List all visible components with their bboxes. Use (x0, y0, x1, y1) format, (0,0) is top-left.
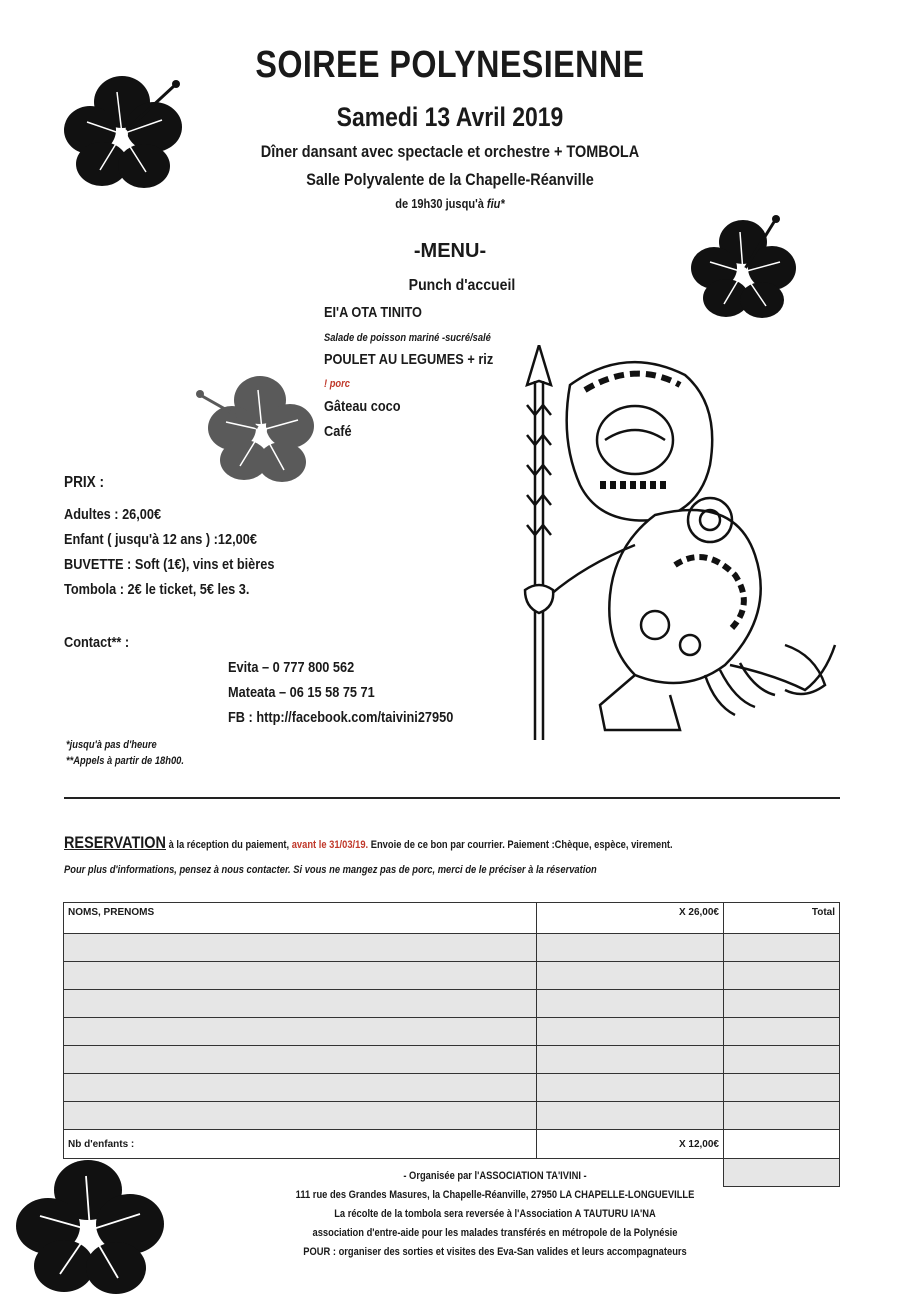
children-row[interactable] (64, 1130, 840, 1159)
menu-dish-1-description: Salade de poisson mariné -sucré/salé (324, 332, 491, 344)
menu-dish-1: EI'A OTA TINITO (324, 304, 422, 321)
name-cell[interactable] (64, 1018, 537, 1046)
contact-facebook-link[interactable]: FB : http://facebook.com/taivini27950 (228, 709, 454, 726)
footer-organizer: - Organisée par l'ASSOCIATION TA'IVINI - (403, 1170, 587, 1182)
footer-association: association d'entre-aide pour les malades transférés en métropole de la Polynésie (312, 1227, 678, 1239)
qty-cell[interactable] (537, 934, 724, 962)
name-cell[interactable] (64, 1074, 537, 1102)
header-total: Total (724, 903, 840, 934)
reservation-text-a: à la réception du paiement, (165, 839, 292, 851)
table-row[interactable] (64, 990, 840, 1018)
name-cell[interactable] (64, 990, 537, 1018)
event-time-end: fiu* (486, 196, 505, 211)
contact-evita: Evita – 0 777 800 562 (228, 659, 355, 676)
total-cell[interactable] (724, 1074, 840, 1102)
reservation-title: RESERVATION (64, 833, 166, 852)
qty-cell[interactable] (537, 990, 724, 1018)
table-header-row (64, 903, 840, 934)
table-row[interactable] (64, 1074, 840, 1102)
total-cell[interactable] (724, 1102, 840, 1130)
section-divider (64, 797, 840, 799)
hibiscus-icon-middle (190, 366, 318, 486)
price-child: Enfant ( jusqu'à 12 ans ) :12,00€ (64, 531, 257, 548)
total-cell[interactable] (724, 962, 840, 990)
total-cell[interactable] (724, 1046, 840, 1074)
name-cell[interactable] (64, 962, 537, 990)
event-description: Dîner dansant avec spectacle et orchestre + TOMBOLA (260, 142, 640, 161)
price-adults: Adultes : 26,00€ (64, 506, 162, 523)
name-cell[interactable] (64, 1102, 537, 1130)
qty-cell[interactable] (537, 1018, 724, 1046)
total-cell[interactable] (724, 990, 840, 1018)
tiki-warrior-illustration (505, 345, 840, 745)
footer-address: 111 rue des Grandes Masures, la Chapelle-Réanville, 27950 LA CHAPELLE-LONGUEVILLE (295, 1189, 695, 1201)
menu-coffee: Café (324, 423, 352, 440)
event-time-prefix: de 19h30 jusqu'à (395, 196, 484, 211)
event-date: Samedi 13 Avril 2019 (336, 102, 564, 132)
children-total-cell[interactable] (724, 1130, 840, 1159)
reservation-form-table (63, 902, 840, 1187)
event-time (68, 196, 833, 211)
name-cell[interactable] (64, 1046, 537, 1074)
qty-cell[interactable] (537, 1046, 724, 1074)
header-names: NOMS, PRENOMS (64, 903, 537, 934)
qty-cell[interactable] (537, 962, 724, 990)
table-row[interactable] (64, 962, 840, 990)
hibiscus-icon-top-right (688, 210, 808, 318)
reservation-deadline: avant le 31/03/19. (291, 839, 369, 851)
menu-dessert: Gâteau coco (324, 398, 401, 415)
table-row[interactable] (64, 1018, 840, 1046)
table-row[interactable] (64, 1046, 840, 1074)
reservation-text-b: Envoie de ce bon par courrier. Paiement :Chèque, espèce, virement. (368, 839, 673, 851)
event-venue: Salle Polyvalente de la Chapelle-Réanville (306, 170, 594, 189)
footer-purpose: POUR : organiser des sorties et visites des Eva-San valides et leurs accompagnateurs (303, 1246, 687, 1258)
price-tombola: Tombola : 2€ le ticket, 5€ les 3. (64, 581, 250, 598)
name-cell[interactable] (64, 934, 537, 962)
children-price: X 12,00€ (537, 1130, 724, 1159)
footnote-2: **Appels à partir de 18h00. (66, 755, 184, 767)
table-row[interactable] (64, 934, 840, 962)
header-adult-price: X 26,00€ (537, 903, 724, 934)
footnote-1: *jusqu'à pas d'heure (66, 739, 157, 751)
qty-cell[interactable] (537, 1074, 724, 1102)
menu-punch: Punch d'accueil (408, 277, 516, 294)
total-cell[interactable] (724, 1018, 840, 1046)
qty-cell[interactable] (537, 1102, 724, 1130)
contact-mateata: Mateata – 06 15 58 75 71 (228, 684, 375, 701)
total-cell[interactable] (724, 934, 840, 962)
contact-title: Contact** : (64, 634, 130, 651)
menu-dish-2-note: ! porc (324, 378, 350, 390)
price-bar: BUVETTE : Soft (1€), vins et bières (64, 556, 275, 573)
event-title: SOIREE POLYNESIENNE (255, 44, 645, 86)
children-label: Nb d'enfants : (64, 1130, 537, 1159)
reservation-info: Pour plus d'informations, pensez à nous contacter. Si vous ne mangez pas de porc, merci de le préciser à la réservation (64, 864, 597, 876)
menu-title: -MENU- (413, 240, 487, 262)
prices-title: PRIX : (64, 474, 105, 491)
menu-dish-2: POULET AU LEGUMES + riz (324, 351, 494, 368)
footer-tombola: La récolte de la tombola sera reversée à l'Association A TAUTURU IA'NA (334, 1208, 656, 1220)
reservation-line (64, 833, 673, 853)
table-row[interactable] (64, 1102, 840, 1130)
